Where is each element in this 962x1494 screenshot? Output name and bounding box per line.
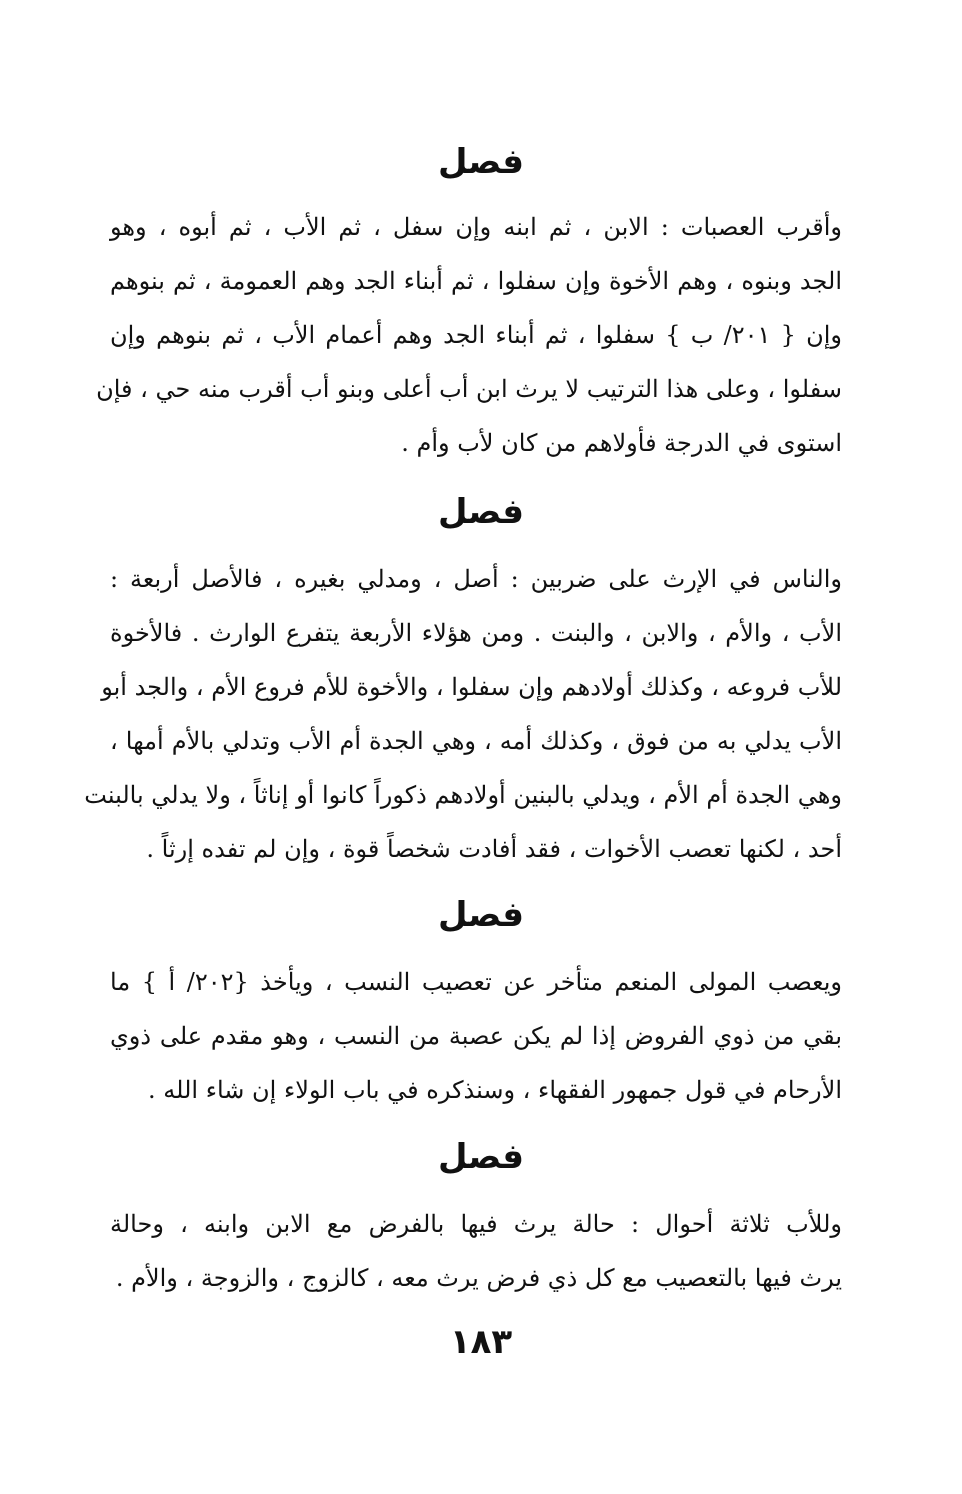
section-title: فصل [437,1137,525,1177]
section-title: فصل [437,492,525,532]
text-line: ويعصب المولى المنعم متأخر عن تعصيب النسب ، ويأخذ {٢٠٢/ أ } ما [110,968,843,996]
paragraph [110,1197,842,1305]
text-line: استوى في الدرجة فأولاهم من كان لأب وأم . [401,429,842,457]
section-title: فصل [437,142,525,182]
section-title: فصل [437,895,525,935]
text-line: وللأب ثلاثة أحوال : حالة يرث فيها بالفرض مع الابن وابنه ، وحالة [110,1210,842,1238]
text-line: والناس في الإرث على ضربين : أصل ، ومدلي بغيره ، فالأصل أربعة : [110,565,842,593]
text-line: الأرحام في قول جمهور الفقهاء ، وسنذكره في باب الولاء إن شاء الله . [148,1076,842,1104]
page-number: ١٨٣ [449,1322,513,1362]
text-line: يرث فيها بالتعصيب مع كل ذي فرض يرث معه ، كالزوج ، والزوجة ، والأم . [115,1264,842,1292]
paragraph [96,200,842,470]
text-line: وأقرب العصبات : الابن ، ثم ابنه وإن سفل ، ثم الأب ، ثم أبوه ، وهو [110,213,842,241]
text-line: الأب يدلي به من فوق ، وكذلك أمه ، وهي الجدة أم الأب وتدلي بالأم أمها ، [110,727,842,755]
paragraph [110,955,842,1117]
text-line: الجد وبنوه ، وهم الأخوة وإن سفلوا ، ثم أبناء الجد وهم العمومة ، ثم بنوهم [110,267,842,295]
text-line: للأب فروعه ، وكذلك أولادهم وإن سفلوا ، والأخوة للأم فروع الأم ، والجد أبو [101,673,842,701]
text-line: وإن { ٢٠١/ ب } سفلوا ، ثم أبناء الجد وهم أعمام الأب ، ثم بنوهم وإن [110,321,842,349]
text-line: وهي الجدة أم الأم ، ويدلي بالبنين أولادهم ذكوراً كانوا أو إناثاً ، ولا يدلي بالبنت [84,781,842,809]
text-line: سفلوا ، وعلى هذا الترتيب لا يرث ابن أب أعلى وبنو أب أقرب منه حي ، فإن [96,375,842,403]
paragraph [84,552,842,876]
text-line: بقي من ذوي الفروض إذا لم يكن عصبة من النسب ، وهو مقدم على ذوي [110,1022,842,1050]
text-line: الأب ، والأم ، والابن ، والبنت . ومن هؤلاء الأربعة يتفرع الوارث . فالأخوة [110,619,842,647]
text-line: أحد ، لكنها تعصب الأخوات ، فقد أفادت شخصاً قوة ، وإن لم تفده إرثاً . [146,835,842,863]
